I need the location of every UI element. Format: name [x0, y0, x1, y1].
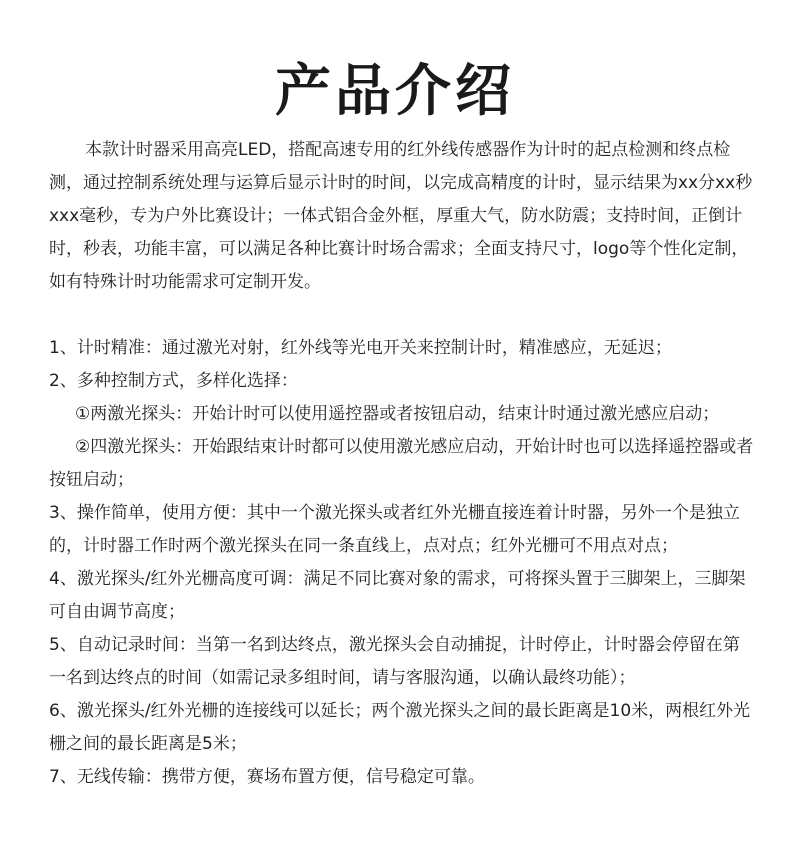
- intro-paragraph: 本款计时器采用高亮LED，搭配高速专用的红外线传感器作为计时的起点检测和终点检测，通过控制系统处理与运算后显示计时的时间，以完成高精度的计时，显示结果为xx分xx秒xxx毫秒，专为户外比赛设计；一体式铝合金外框，厚重大气，防水防震；支持时间，正倒计时，秒表，功能丰富，可以满足各种比赛计时场合需求；全面支持尺寸，logo等个性化定制，如有特殊计时功能需求可定制开发。: [49, 140, 753, 292]
- feature-item-5: 5、自动记录时间：当第一名到达终点，激光探头会自动捕捉，计时停止，计时器会停留在第一名到达终点的时间（如需记录多组时间，请与客服沟通，以确认最终功能）；: [49, 635, 740, 688]
- feature-subitem-two-probes: ①两激光探头：开始计时可以使用遥控器或者按钮启动，结束计时通过激光感应启动；: [75, 404, 720, 424]
- page-title: 产品介绍: [275, 58, 515, 124]
- feature-item-1: 1、计时精准：通过激光对射，红外线等光电开关来控制计时，精准感应，无延迟；: [49, 338, 672, 358]
- feature-item-7: 7、无线传输：携带方便，赛场布置方便，信号稳定可靠。: [49, 767, 485, 787]
- feature-item-6: 6、激光探头/红外光栅的连接线可以延长；两个激光探头之间的最长距离是10米，两根红外光栅之间的最长距离是5米；: [49, 701, 751, 754]
- feature-subitem-four-probes: ②四激光探头：开始跟结束计时都可以使用激光感应启动，开始计时也可以选择遥控器或者按钮启动；: [49, 437, 754, 490]
- feature-item-2: 2、多种控制方式，多样化选择：: [49, 371, 298, 391]
- feature-list: [49, 332, 755, 794]
- feature-item-4: 4、激光探头/红外光栅高度可调：满足不同比赛对象的需求，可将探头置于三脚架上，三脚架可自由调节高度；: [49, 569, 746, 622]
- feature-item-3: 3、操作简单，使用方便：其中一个激光探头或者红外光栅直接连着计时器，另外一个是独立的，计时器工作时两个激光探头在同一条直线上，点对点；红外光栅可不用点对点；: [49, 503, 740, 556]
